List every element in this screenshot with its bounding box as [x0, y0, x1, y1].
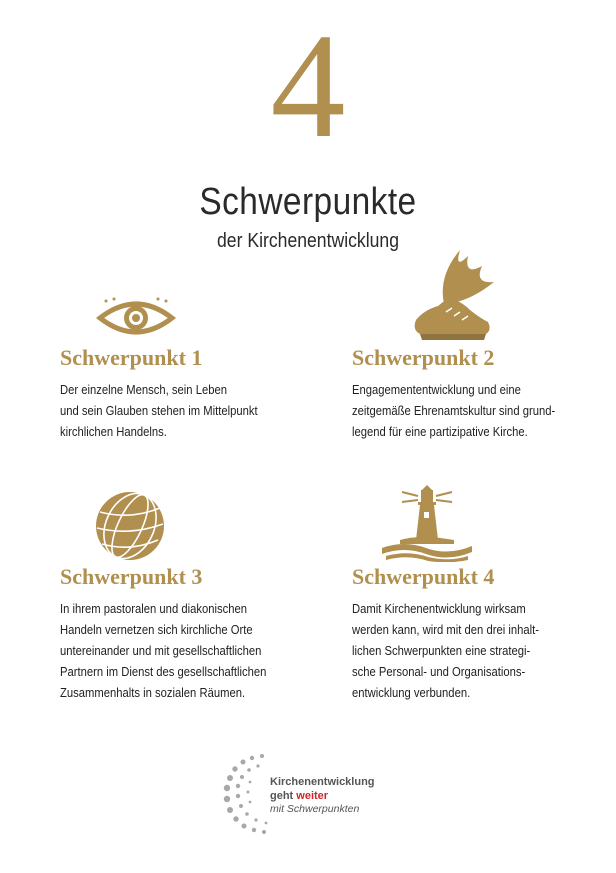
section-3-line: Partnern im Dienst des gesellschaftlichen [60, 665, 267, 679]
logo-line-3: mit Schwerpunkten [270, 803, 360, 815]
section-2-heading: Schwerpunkt 2 [352, 345, 495, 370]
section-1-line: Der einzelne Mensch, sein Leben [60, 383, 227, 397]
section-4-line: entwicklung verbunden. [352, 686, 471, 700]
section-2-line: Engagemententwicklung und eine [352, 383, 521, 397]
section-2-line: legend für eine partizipative Kirche. [352, 425, 528, 439]
section-1-heading: Schwerpunkt 1 [60, 345, 203, 370]
globe-icon [94, 490, 166, 562]
page-title: Schwerpunkte [199, 181, 417, 223]
section-4-line: sche Personal- und Organisations- [352, 665, 526, 679]
section-1-text [60, 380, 258, 443]
big-number: 4 [270, 3, 346, 169]
logo-line-2b: weiter [296, 790, 329, 802]
section-2-line: zeitgemäße Ehrenamtskultur sind grund- [352, 404, 556, 418]
section-3-line: untereinander und mit gesellschaftlichen [60, 644, 262, 658]
section-4-text [352, 599, 539, 704]
section-3-line: In ihrem pastoralen und diakonischen [60, 602, 248, 616]
section-4-heading: Schwerpunkt 4 [352, 564, 495, 589]
section-3-text [60, 599, 266, 704]
section-4-line: werden kann, wird mit den drei inhalt- [352, 623, 539, 637]
lighthouse-icon [380, 482, 474, 562]
kirchenentwicklung-logo [222, 750, 402, 840]
eye-icon [96, 296, 176, 340]
section-4-line: lichen Schwerpunkten eine strategi- [352, 644, 531, 658]
logo-line-2a: geht [270, 790, 297, 802]
section-3-line: Handeln vernetzen sich kirchliche Orte [60, 623, 253, 637]
logo-line-1: Kirchenentwicklung [270, 776, 375, 788]
section-1-line: kirchlichen Handelns. [60, 425, 167, 439]
winged-shoe-icon [408, 246, 498, 346]
section-3-heading: Schwerpunkt 3 [60, 564, 203, 589]
section-3-line: Zusammenhalts in sozialen Räumen. [60, 686, 246, 700]
logo-line-2 [270, 790, 328, 802]
page-subtitle: der Kirchenentwicklung [217, 230, 399, 252]
section-2-text [352, 380, 555, 443]
section-4-line: Damit Kirchenentwicklung wirksam [352, 602, 526, 616]
section-1-line: und sein Glauben stehen im Mittelpunkt [60, 404, 258, 418]
